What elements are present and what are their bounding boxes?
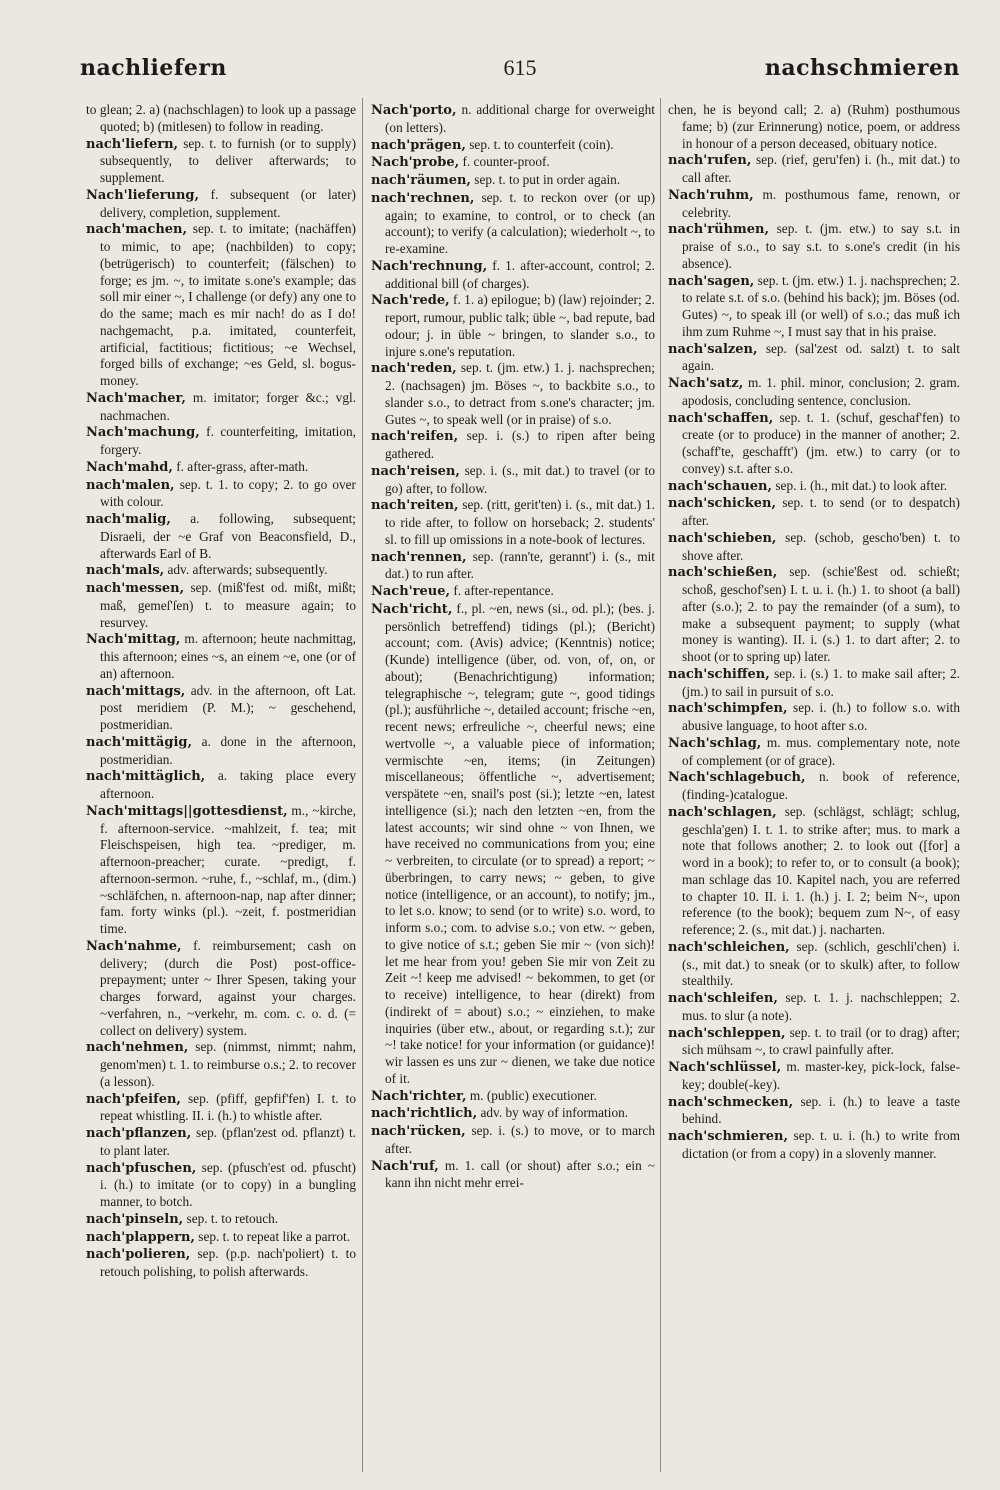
entry-headword: nach'räumen,	[371, 173, 471, 188]
entry-headword: nach'schmieren,	[668, 1129, 788, 1144]
entry-definition: f. subsequent (or later) delivery, completion, supplement.	[100, 186, 356, 220]
dictionary-entry	[668, 804, 960, 939]
entry-headword: nach'nehmen,	[86, 1040, 189, 1056]
entry-headword: nach'schiffen,	[668, 666, 770, 682]
dictionary-entry	[86, 102, 356, 136]
dictionary-entry	[86, 1039, 356, 1090]
entry-definition: sep. t. to counterfeit (coin).	[465, 136, 614, 152]
dictionary-entry	[668, 410, 960, 478]
entry-definition: sep. i. (h., mit dat.) to look after.	[772, 477, 948, 493]
entry-headword: nach'reifen,	[371, 429, 459, 445]
entry-headword: nach'schauen,	[668, 478, 773, 494]
dictionary-entry	[86, 631, 356, 682]
entry-headword: nach'liefern,	[86, 136, 179, 152]
entry-headword: nach'reisen,	[371, 463, 460, 479]
entry-headword: nach'schicken,	[668, 496, 777, 512]
entry-definition: m. posthumous fame, renown, or celebrity.	[682, 186, 960, 220]
dictionary-entry	[668, 564, 960, 666]
entry-headword: nach'rücken,	[371, 1124, 466, 1139]
entry-headword: nach'machen,	[86, 222, 188, 238]
entry-headword: nach'schaffen,	[668, 410, 774, 426]
dictionary-entry	[86, 734, 356, 769]
dictionary-entry	[668, 152, 960, 187]
dictionary-entry	[668, 769, 960, 804]
entry-definition: sep. t. 1. to copy; 2. to go over with colour.	[100, 476, 356, 510]
page-header	[80, 55, 960, 89]
dictionary-entry	[668, 666, 960, 701]
entry-definition: sep. (sal'zest od. salzt) t. to salt again.	[682, 340, 960, 374]
dictionary-entry	[668, 990, 960, 1025]
entry-definition: chen, he is beyond call; 2. a) (Ruhm) posthumous fame; b) (zur Erinnerung) notice, poem, or address in honour of a person deceased, obituary notice.	[668, 102, 960, 151]
dictionary-entry	[86, 580, 356, 631]
entry-headword: nach'schleifen,	[668, 991, 778, 1006]
entry-headword: Nach'ruf,	[371, 1158, 439, 1174]
entry-definition: sep. i. (h.) to leave a taste behind.	[682, 1093, 960, 1127]
dictionary-entry	[668, 530, 960, 565]
entry-definition: sep. t. to retouch.	[183, 1210, 279, 1226]
entry-headword: Nach'satz,	[668, 376, 744, 391]
dictionary-entry	[668, 273, 960, 341]
entry-definition: sep. (pflan'zest od. pflanzt) t. to plant later.	[100, 1125, 356, 1158]
entry-headword: Nach'macher,	[86, 390, 186, 406]
entry-definition: sep. (schlich, geschli'chen) i. (s., mit dat.) to sneak (or to skulk) after, to follow stealthily.	[682, 938, 960, 989]
entry-headword: Nach'porto,	[371, 103, 457, 118]
entry-definition: sep. (schie'ßest od. schießt; schoß, geschof'sen) I. t. u. i. (h.) 1. to shoot (a ball) after (s.o.); 2. to pay the remainder (of a sum), to make a subsequent payment; to supply (what money is wanting). II. i. (s.) 1. to dart after; 2. to shoot (or to spring up) later.	[682, 564, 960, 664]
entry-definition: sep. t. to repeat like a parrot.	[194, 1228, 351, 1244]
entry-headword: Nach'probe,	[371, 155, 460, 171]
dictionary-entry	[86, 803, 356, 938]
entry-definition: a. taking place every afternoon.	[100, 768, 356, 801]
entry-headword: Nach'lieferung,	[86, 187, 200, 203]
page-number: 615	[503, 55, 537, 80]
entry-definition: sep. t. to furnish (or to supply) subsequently, to deliver afterwards; to supplement.	[100, 135, 356, 185]
entry-headword: Nach'mahd,	[86, 459, 173, 475]
entry-definition: sep. t. (jm. etw.) 1. j. nachsprechen; 2. to relate s.t. of s.o. (behind his back); jm. Böses (od. Gutes) ~, to speak ill (or well) of s.o.; das muß ich ihm zum Ruhme ~, I must say that in his praise.	[682, 272, 960, 339]
dictionary-entry	[371, 190, 655, 258]
entry-definition: sep. i. (h.) to follow s.o. with abusive language, to hoot after s.o.	[682, 700, 960, 733]
entry-definition: sep. i. (s.) to move, or to march after.	[385, 1123, 655, 1156]
dictionary-column-2	[371, 102, 655, 1402]
dictionary-entry	[668, 221, 960, 272]
entry-headword: nach'reden,	[371, 361, 457, 377]
entry-headword: Nach'mittag,	[86, 632, 181, 648]
entry-headword: nach'schieben,	[668, 530, 777, 546]
dictionary-entry	[668, 478, 960, 496]
dictionary-entry	[371, 1123, 655, 1158]
entry-definition: sep. i. (s.) to ripen after being gathered.	[385, 428, 655, 461]
entry-headword: nach'schleichen,	[668, 939, 790, 955]
entry-definition: f. after-grass, after-math.	[172, 458, 309, 474]
dictionary-entry	[371, 102, 655, 137]
entry-headword: Nach'schlag,	[668, 735, 762, 751]
dictionary-column-3	[668, 102, 960, 1402]
dictionary-entry	[371, 428, 655, 463]
entry-headword: nach'richtlich,	[371, 1106, 478, 1122]
entry-headword: nach'schlagen,	[668, 804, 777, 820]
entry-definition: sep. (rann'te, gerannt') i. (s., mit dat.) to run after.	[385, 548, 655, 582]
entry-headword: nach'plappern,	[86, 1229, 195, 1245]
dictionary-entry	[86, 221, 356, 390]
entry-definition: adv. afterwards; subsequently.	[164, 562, 328, 578]
dictionary-entry	[668, 1094, 960, 1129]
entry-headword: nach'malig,	[86, 512, 171, 527]
entry-definition: sep. t. (jm. etw.) 1. j. nachsprechen; 2. (nachsagen) jm. Böses ~, to backbite s.o., to slander s.o., to detract from s.one's character; jm. Gutes ~, to speak well (or in praise) of s.o.	[385, 360, 655, 427]
entry-headword: nach'sagen,	[668, 273, 755, 289]
entry-headword: Nach'ruhm,	[668, 187, 754, 203]
entry-headword: Nach'nahme,	[86, 938, 182, 954]
left-running-headword: nachliefern	[80, 55, 227, 81]
entry-definition: a. following, subsequent; Disraeli, der ~e Graf von Beaconsfield, D., afterwards Earl of B.	[100, 511, 356, 561]
dictionary-entry	[668, 1128, 960, 1163]
dictionary-entry	[86, 477, 356, 512]
entry-headword: nach'pfuschen,	[86, 1160, 197, 1176]
entry-definition: sep. (pfiff, gepfif'fen) I. t. to repeat whistling. II. i. (h.) to whistle after.	[100, 1090, 356, 1124]
entry-headword: nach'malen,	[86, 477, 175, 493]
entry-headword: nach'rechnen,	[371, 190, 475, 206]
entry-definition: sep. t. to put in order again.	[470, 172, 621, 187]
entry-headword: nach'rufen,	[668, 153, 752, 169]
entry-definition: sep. t. 1. j. nachschleppen; 2. mus. to slur (a note).	[682, 990, 960, 1023]
entry-definition: m., ~kirche, f. afternoon-service. ~mahlzeit, f. tea; mit Fleischspeisen, high tea. ~prediger, m. afternoon-preacher; curate. ~predigt, f. afternoon-sermon. ~ruhe, f., ~schlaf, m., (dim.) ~schläfchen, n. afternoon-nap, nap after dinner; fam. forty winks (pl.). ~zeit, f. postmeridian time.	[100, 802, 356, 936]
entry-definition: m. mus. complementary note, note of complement (or of grace).	[682, 734, 960, 768]
dictionary-entry	[371, 1105, 655, 1123]
entry-headword: nach'mittags,	[86, 683, 186, 699]
entry-definition: sep. (p.p. nach'poliert) t. to retouch polishing, to polish afterwards.	[100, 1246, 356, 1279]
dictionary-entry	[371, 601, 655, 1088]
dictionary-entry	[371, 292, 655, 360]
entry-definition: to glean; 2. a) (nachschlagen) to look up a passage quoted; b) (mitlesen) to follow in reading.	[86, 102, 356, 134]
dictionary-entry	[668, 735, 960, 770]
dictionary-entry	[371, 1158, 655, 1193]
entry-definition: adv. in the afternoon, oft Lat. post meridiem (P. M.); ~ geschehend, postmeridian.	[100, 682, 356, 732]
entry-definition: sep. t. u. i. (h.) to write from dictation (or from a copy) in a slovenly manner.	[682, 1128, 960, 1161]
entry-definition: sep. (schob, gescho'ben) t. to shove after.	[682, 529, 960, 563]
entry-headword: nach'polieren,	[86, 1247, 191, 1263]
dictionary-entry	[86, 1125, 356, 1160]
dictionary-entry	[371, 463, 655, 498]
entry-definition: f. 1. after-account, control; 2. additional bill (of charges).	[385, 257, 655, 291]
dictionary-entry	[371, 154, 655, 172]
entry-headword: nach'prägen,	[371, 137, 466, 153]
dictionary-column-1	[86, 102, 356, 1402]
entry-headword: nach'schmecken,	[668, 1094, 794, 1110]
entry-definition: f. counter-proof.	[459, 154, 550, 170]
entry-definition: sep. t. 1. (schuf, geschaf'fen) to create (or to produce) in the manner of another; 2. (schaff'te, geschafft') (jm. etw.) to carry (or to convey) s.t. after s.o.	[682, 409, 960, 476]
dictionary-entry	[86, 938, 356, 1040]
column-divider	[362, 98, 363, 1472]
entry-headword: nach'mals,	[86, 563, 165, 579]
entry-definition: sep. (miß'fest od. mißt, mißt; maß, gemeſ'ſen) t. to measure again; to resurvey.	[100, 580, 356, 630]
entry-headword: Nach'richter,	[371, 1088, 467, 1104]
entry-definition: f., pl. ~en, news (si., od. pl.); (bes. j. persönlich betreffend) tidings (pl.); (Bericht) account; com. (Avis) advice; (Kenntnis) notice; (Kunde) intelligence (über, od. von, of, on, or about); (Benachrichtigung) information; telegraphische ~, telegram; gute ~, good tidings (pl.); ausführliche ~, detailed account; frische ~en, recent news; erfreuliche ~, cheerful news; eine wertvolle ~, a valuable piece of information; vermischte ~en, items; (in Zeitungen) miscellaneous; öffentliche ~, advertisement; verspätete ~en, snail's post (si.); letzte ~en, latest intelligence (si.); nach den letzten ~en, from the latest accounts; wir sind ohne ~ von Ihnen, we have received no communications from you; eine ~ verbreiten, to circulate (or to spread) a report; ~ überbringen, to carry news; ~ geben, to give notice (intelligence, or an account), to notify; jm., to let s.o. know; to send (or to write) s.o. word, to inform s.o.; com. to advise s.o.; von etw. ~ geben, to give notice of s.t.; geben Sie mir ~ (von sich)! let me hear from you! geben Sie mir von Zeit zu Zeit ~! keep me advised! ~ bekommen, to get (or to receive) intelligence, to hear (direkt) from (indirekt of = about) s.o.; ~ einziehen, to make inquiries (über etw., about, or regarding s.t.); zur ~! take notice! for your information (or guidance)! wir lassen es uns zur ~ dienen, we take due notice of it.	[385, 600, 655, 1086]
dictionary-entry	[86, 768, 356, 803]
dictionary-entry	[86, 1211, 356, 1229]
entry-headword: nach'reiten,	[371, 498, 459, 514]
entry-headword: Nach'reue,	[371, 584, 451, 599]
entry-headword: nach'rennen,	[371, 549, 467, 565]
dictionary-entry	[668, 187, 960, 222]
dictionary-entry	[668, 1059, 960, 1094]
dictionary-entry	[86, 136, 356, 187]
entry-definition: sep. t. (jm. etw.) to say s.t. in praise of s.o., to say s.t. to s.one's credit (in his absence).	[682, 221, 960, 271]
entry-headword: Nach'richt,	[371, 601, 453, 617]
entry-definition: sep. t. to trail (or to drag) after; sich mühsam ~, to crawl painfully after.	[682, 1024, 960, 1058]
entry-headword: Nach'mittags||gottesdienst,	[86, 803, 288, 819]
dictionary-entry	[668, 700, 960, 735]
dictionary-entry	[86, 511, 356, 562]
entry-headword: Nach'rede,	[371, 293, 450, 309]
entry-definition: sep. (ritt, gerit'ten) i. (s., mit dat.) 1. to ride after, to follow on horseback; 2. students' sl. to fill up omissions in a note-book of lectures.	[385, 497, 655, 547]
entry-definition: f. 1. a) epilogue; b) (law) rejoinder; 2. report, rumour, public talk; üble ~, bad repute, bad odour; j. in üble ~ bringen, to slander s.o., to injure s.one's reputation.	[385, 292, 655, 359]
entry-headword: nach'pflanzen,	[86, 1126, 192, 1141]
entry-headword: Nach'schlagebuch,	[668, 770, 806, 786]
right-running-headword: nachschmieren	[764, 55, 960, 81]
dictionary-entry	[86, 1160, 356, 1211]
entry-definition: m. 1. phil. minor, conclusion; 2. gram. apodosis, concluding sentence, conclusion.	[682, 375, 960, 408]
dictionary-entry	[86, 1246, 356, 1281]
entry-definition: sep. t. to send (or to despatch) after.	[682, 495, 960, 528]
entry-headword: nach'pfeifen,	[86, 1091, 181, 1107]
entry-definition: sep. (rief, geru'fen) i. (h., mit dat.) to call after.	[682, 152, 960, 185]
dictionary-entry	[371, 172, 655, 190]
dictionary-entry	[668, 375, 960, 410]
entry-definition: f. reimbursement; cash on delivery; (durch die Post) post-office-prepayment; unter ~ Ihrer Spesen, taking your charges forward, against your charges. ~verfahren, n., ~verkehr, m. com. c. o. d. (= collect on delivery) system.	[100, 937, 356, 1038]
dictionary-entry	[371, 1088, 655, 1106]
entry-headword: Nach'machung,	[86, 425, 200, 441]
entry-headword: Nach'rechnung,	[371, 258, 488, 274]
dictionary-entry	[371, 360, 655, 428]
dictionary-entry	[668, 939, 960, 990]
entry-definition: n. additional charge for overweight (on letters).	[385, 102, 655, 135]
entry-definition: sep. t. to imitate; (nachäffen) to mimic, to ape; (nachbilden) to copy; (betrügerisch) to counterfeit; (fälschen) to forge; es jm. ~, to imitate s.one's example; das soll mir einer ~, I challenge (or defy) any one to do the same; mach es mir nach! do as I do! nachgemacht, p.a. imitated, counterfeit, artificial, factitious; fictitious; ~e Wechsel, forged bills of exchange; ~es Geld, sl. bogus-money.	[100, 221, 356, 388]
dictionary-entry	[86, 187, 356, 222]
entry-definition: a. done in the afternoon, postmeridian.	[100, 733, 356, 767]
entry-headword: nach'rühmen,	[668, 222, 769, 238]
entry-headword: nach'messen,	[86, 581, 185, 596]
entry-headword: Nach'schlüssel,	[668, 1060, 782, 1075]
entry-definition: sep. t. to reckon over (or up) again; to examine, to control, or to check (an account); to verify (a calculation); wiederholt ~, to re-examine.	[385, 189, 655, 256]
entry-definition: sep. (schlägst, schlägt; schlug, geschla'gen) I. t. 1. to strike after; mus. to mark a note that follows another; 2. to look out ([for] a word in a book); to refer to, or to consult (a book); man schlage das 10. Kapitel nach, you are referred to chapter 10. II. i. 1. (h.) j. I. 2; beim N~, upon reference (to the book); bequem zum N~, of easy reference; 2. (s., mit dat.) j. nacharten.	[682, 803, 960, 937]
entry-definition: sep. (nimmst, nimmt; nahm, genom'men) t. 1. to reimburse o.s.; 2. to recover (a lesson).	[100, 1039, 356, 1089]
entry-definition: sep. i. (s.) 1. to make sail after; 2. (jm.) to sail in pursuit of s.o.	[682, 665, 960, 699]
entry-headword: nach'mittäglich,	[86, 769, 206, 785]
entry-headword: nach'salzen,	[668, 341, 758, 357]
entry-definition: m. 1. call (or shout) after s.o.; ein ~ kann ihn nicht mehr errei-	[385, 1157, 655, 1191]
dictionary-entry	[371, 258, 655, 293]
dictionary-entry	[371, 583, 655, 601]
entry-definition: sep. (pfusch'est od. pfuscht) i. (h.) to imitate (or to copy) in a bungling manner, to botch.	[100, 1159, 356, 1209]
entry-headword: nach'pinseln,	[86, 1211, 184, 1227]
column-divider	[660, 98, 661, 1472]
entry-definition: n. book of reference, (finding-)catalogue.	[682, 769, 960, 802]
entry-headword: nach'schleppen,	[668, 1025, 786, 1041]
entry-definition: f. counterfeiting, imitation, forgery.	[100, 424, 356, 457]
dictionary-entry	[668, 102, 960, 152]
entry-headword: nach'schießen,	[668, 565, 778, 581]
entry-definition: sep. i. (s., mit dat.) to travel (or to go) after, to follow.	[385, 462, 655, 496]
dictionary-entry	[371, 549, 655, 584]
entry-definition: adv. by way of information.	[477, 1105, 629, 1121]
entry-definition: m. (public) executioner.	[466, 1087, 597, 1103]
entry-definition: m. afternoon; heute nachmittag, this afternoon; eines ~s, an einem ~e, one (or of an) afternoon.	[100, 631, 356, 681]
dictionary-entry	[371, 137, 655, 155]
dictionary-entry	[86, 1229, 356, 1247]
dictionary-entry	[86, 562, 356, 580]
dictionary-entry	[86, 424, 356, 459]
dictionary-entry	[86, 1091, 356, 1126]
entry-definition: f. after-repentance.	[450, 583, 554, 598]
dictionary-entry	[371, 497, 655, 548]
entry-definition: m. master-key, pick-lock, false-key; double(-key).	[682, 1059, 960, 1092]
entry-definition: m. imitator; forger &c.; vgl. nachmachen.	[100, 389, 356, 423]
dictionary-entry	[668, 341, 960, 376]
entry-headword: nach'schimpfen,	[668, 701, 788, 717]
dictionary-entry	[86, 459, 356, 477]
dictionary-entry	[668, 495, 960, 530]
entry-headword: nach'mittägig,	[86, 734, 192, 750]
dictionary-entry	[86, 683, 356, 734]
dictionary-entry	[668, 1025, 960, 1060]
dictionary-entry	[86, 390, 356, 425]
